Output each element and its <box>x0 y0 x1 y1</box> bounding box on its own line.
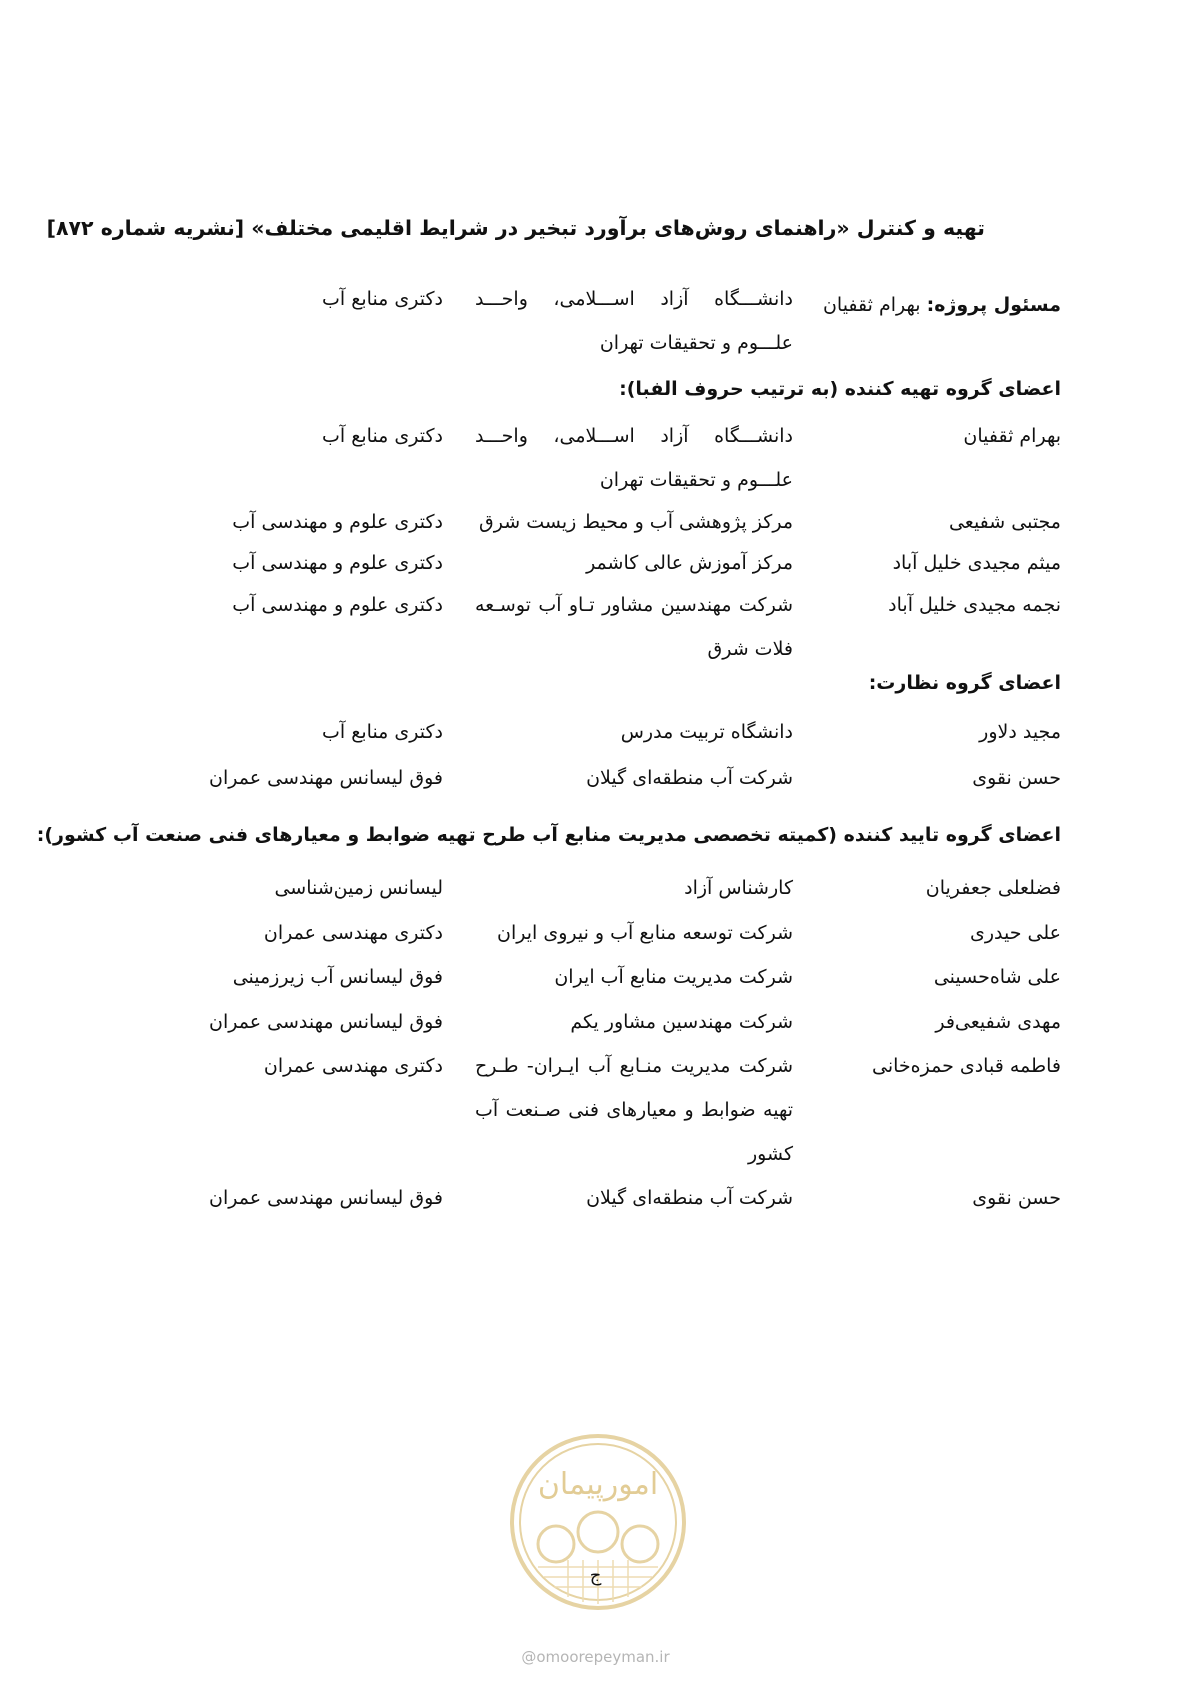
approvers-heading: اعضای گروه تایید کننده (کمیته تخصصی مدیریت منابع آب طرح تهیه ضوابط و معیارهای فنی صنعت آب کشور): <box>36 824 1061 846</box>
supervisor-org: دانشگاه تربیت مدرس <box>620 721 793 743</box>
preparer-org: مرکز پژوهشی آب و محیط زیست شرق <box>479 511 793 533</box>
preparer-degree: دکتری علوم و مهندسی آب <box>232 511 443 533</box>
approver-org: شرکت توسعه منابع آب و نیروی ایران <box>497 922 793 944</box>
manager-name: بهرام ثقفیان <box>822 294 921 316</box>
manager-label: مسئول پروژه: <box>926 294 1061 316</box>
preparer-org: مرکز آموزش عالی کاشمر <box>586 552 793 574</box>
approver-degree: فوق لیسانس مهندسی عمران <box>209 1187 443 1209</box>
approver-name: حسن نقوی <box>972 1187 1061 1209</box>
approver-name: علی شاه‌حسینی <box>933 966 1061 988</box>
page-title: تهیه و کنترل «راهنمای روش‌های برآورد تبخیر در شرایط اقلیمی مختلف» [نشریه شماره ۸۷۲] <box>46 216 985 240</box>
approver-name: مهدی شفیعی‌فر <box>935 1011 1061 1033</box>
supervisor-degree: دکتری منابع آب <box>322 721 443 743</box>
supervisor-degree: فوق لیسانس مهندسی عمران <box>209 767 443 789</box>
manager-org: دانشـــگاه آزاد اســـلامی، واحـــد علـــوم و تحقیقات تهران <box>475 288 793 354</box>
approver-org: شرکت مدیریت منابع آب ایران <box>554 966 793 988</box>
supervisors-heading: اعضای گروه نظارت: <box>868 672 1061 694</box>
supervisor-org: شرکت آب منطقه‌ای گیلان <box>586 767 793 789</box>
preparer-name: بهرام ثقفیان <box>963 425 1061 447</box>
approver-org: شرکت مدیریت منـابع آب ایـران- طـرح تهیه ضوابط و معیارهای فنی صـنعت آب کشور <box>475 1055 793 1165</box>
preparer-org: دانشـــگاه آزاد اســـلامی، واحـــد علـــوم و تحقیقات تهران <box>475 425 793 491</box>
approver-org: شرکت آب منطقه‌ای گیلان <box>586 1187 793 1209</box>
preparers-heading: اعضای گروه تهیه کننده (به ترتیب حروف الفبا): <box>619 378 1061 400</box>
page-number: ج <box>589 1565 602 1586</box>
preparer-degree: دکتری منابع آب <box>322 425 443 447</box>
preparer-name: نجمه مجیدی خلیل آباد <box>888 594 1061 616</box>
approver-name: فاطمه قبادی حمزه‌خانی <box>871 1055 1061 1077</box>
preparer-name: میثم مجیدی خلیل آباد <box>892 552 1061 574</box>
approver-name: فضلعلی جعفریان <box>925 877 1061 899</box>
approver-degree: لیسانس زمین‌شناسی <box>274 877 443 899</box>
approver-degree: فوق لیسانس آب زیرزمینی <box>232 966 443 988</box>
manager-degree: دکتری منابع آب <box>322 288 443 310</box>
preparer-name: مجتبی شفیعی <box>948 511 1061 533</box>
supervisor-name: حسن نقوی <box>972 767 1061 789</box>
manager-line <box>823 283 1061 327</box>
approver-degree: دکتری مهندسی عمران <box>263 1055 443 1077</box>
preparer-degree: دکتری علوم و مهندسی آب <box>232 552 443 574</box>
preparer-org: شرکت مهندسین مشاور تـاو آب توسـعه فلات شرق <box>475 594 793 660</box>
approver-degree: دکتری مهندسی عمران <box>263 922 443 944</box>
approver-org: شرکت مهندسین مشاور یکم <box>570 1011 793 1033</box>
approver-name: علی حیدری <box>969 922 1061 944</box>
watermark-logo-text: امورپیمان <box>537 1467 659 1502</box>
preparer-degree: دکتری علوم و مهندسی آب <box>232 594 443 616</box>
approver-degree: فوق لیسانس مهندسی عمران <box>209 1011 443 1033</box>
supervisor-name: مجید دلاور <box>979 721 1061 743</box>
approver-org: کارشناس آزاد <box>684 877 793 899</box>
watermark-url: @omoorepeyman.ir <box>521 1648 670 1666</box>
